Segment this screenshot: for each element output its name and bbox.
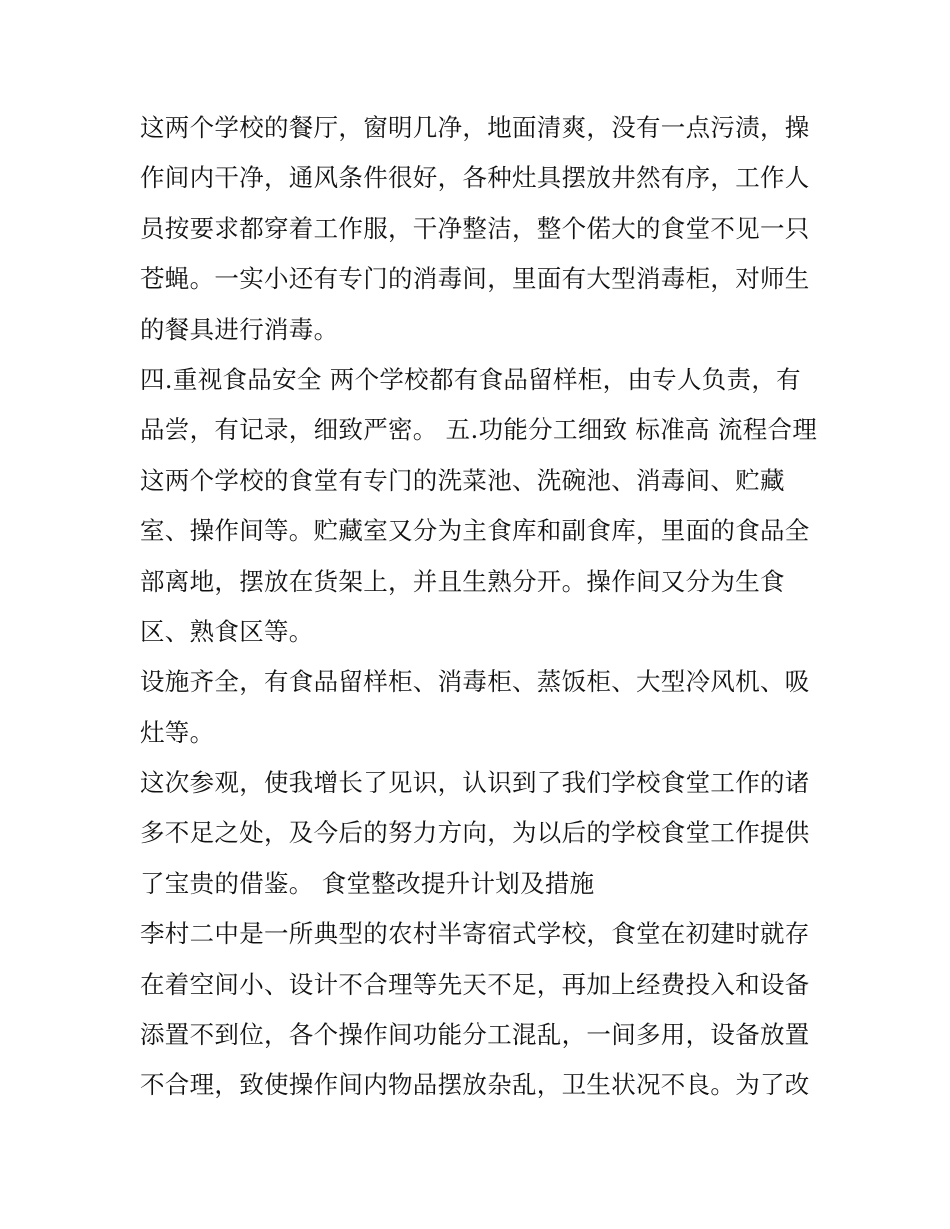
text-line: 不合理，致使操作间内物品摆放杂乱，卫生状况不良。为了改: [140, 1070, 810, 1100]
text-line: 作间内干净，通风条件很好，各种灶具摆放井然有序，工作人: [140, 163, 810, 193]
text-line: 部离地，摆放在货架上，并且生熟分开。操作间又分为生食: [140, 566, 785, 596]
text-line: 这两个学校的食堂有专门的洗菜池、洗碗池、消毒间、贮藏: [140, 465, 785, 495]
text-line: 在着空间小、设计不合理等先天不足，再加上经费投入和设备: [140, 969, 810, 999]
text-line: 了宝贵的借鉴。 食堂整改提升计划及措施: [140, 868, 595, 898]
text-line: 灶等。: [140, 717, 215, 747]
text-line: 这两个学校的餐厅，窗明几净，地面清爽，没有一点污渍，操: [140, 113, 810, 142]
text-line: 区、熟食区等。: [140, 616, 314, 646]
text-line: 苍蝇。一实小还有专门的消毒间，里面有大型消毒柜，对师生: [140, 264, 810, 294]
text-line: 添置不到位，各个操作间功能分工混乱，一间多用，设备放置: [140, 1020, 810, 1050]
text-line: 的餐具进行消毒。: [140, 314, 339, 344]
body-text: [140, 103, 820, 1111]
text-line: 李村二中是一所典型的农村半寄宿式学校，食堂在初建时就存: [140, 919, 810, 949]
text-line: 设施齐全，有食品留样柜、消毒柜、蒸饭柜、大型冷风机、吸: [140, 667, 810, 697]
text-line: 这次参观，使我增长了见识，认识到了我们学校食堂工作的诸: [140, 768, 810, 798]
text-line: 品尝，有记录，细致严密。 五.功能分工细致 标准高 流程合理: [140, 415, 818, 445]
text-line: 四.重视食品安全 两个学校都有食品留样柜，由专人负责，有: [140, 364, 801, 394]
text-line: 员按要求都穿着工作服，干净整洁，整个偌大的食堂不见一只: [140, 213, 810, 243]
text-line: 多不足之处，及今后的努力方向，为以后的学校食堂工作提供: [140, 818, 810, 848]
text-line: 室、操作间等。贮藏室又分为主食库和副食库，里面的食品全: [140, 516, 810, 546]
